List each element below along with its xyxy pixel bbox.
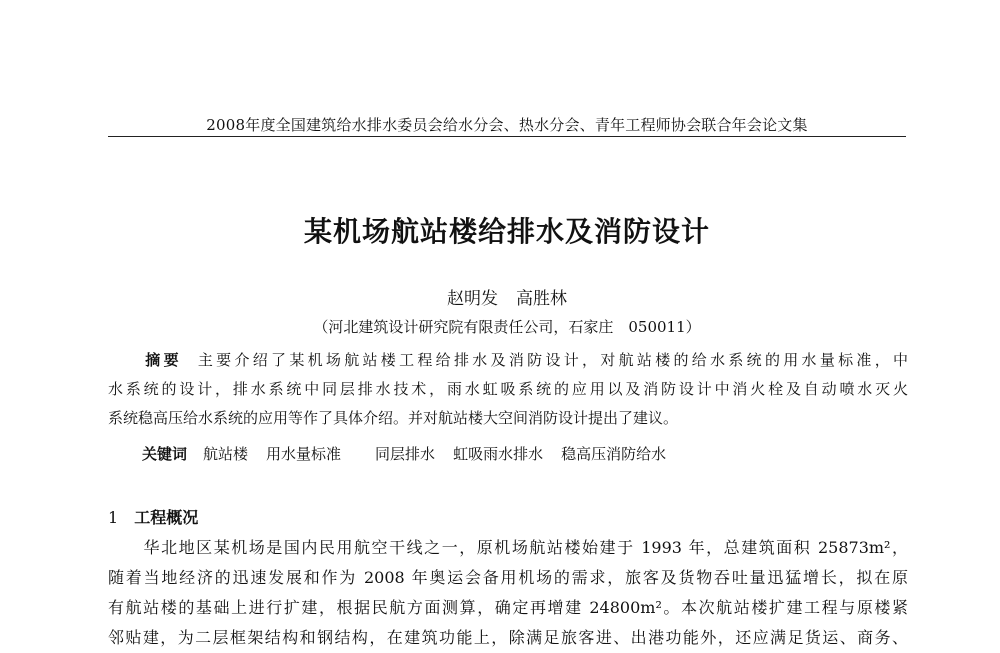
abstract	[108, 346, 908, 433]
body-line: 邻贴建，为二层框架结构和钢结构，在建筑功能上，除满足旅客进、出港功能外，还应满足货运、商务、	[108, 628, 908, 647]
body-line: 有航站楼的基础上进行扩建，根据民航方面测算，确定再增建 24800m²。本次航站楼扩建工程与原楼紧	[108, 598, 908, 617]
affiliation: （河北建筑设计研究院有限责任公司，石家庄 050011）	[313, 318, 701, 336]
keyword: 同层排水	[375, 445, 436, 463]
section-body	[108, 533, 908, 653]
body-line: 随着当地经济的迅速发展和作为 2008 年奥运会备用机场的需求，旅客及货物吞吐量迅猛增长，拟在原	[108, 568, 908, 587]
abstract-label: 摘要	[142, 351, 182, 369]
keywords	[108, 440, 908, 469]
body-line	[108, 533, 908, 563]
body-line-text: 华北地区某机场是国内民用航空干线之一，原机场航站楼始建于 1993 年，总建筑面积 25873m²，	[142, 538, 908, 557]
header-rule	[108, 136, 906, 137]
author-name: 高胜林	[516, 289, 567, 309]
keyword: 虹吸雨水排水	[453, 445, 544, 463]
abstract-text: 主要介绍了某机场航站楼工程给排水及消防设计，对航站楼的给水系统的用水量标准，中	[197, 351, 908, 369]
author-name: 赵明发	[447, 289, 498, 309]
paper-title: 某机场航站楼给排水及消防设计	[303, 215, 710, 248]
abstract-line: 水系统的设计，排水系统中同层排水技术，雨水虹吸系统的应用以及消防设计中消火栓及自动喷水灭火	[108, 380, 908, 398]
keywords-label: 关键词	[142, 445, 188, 463]
keyword: 航站楼	[203, 445, 249, 463]
keyword: 稳高压消防给水	[561, 445, 667, 463]
abstract-line	[108, 346, 908, 375]
section-number: 1	[108, 508, 119, 527]
authors	[108, 284, 906, 309]
running-header: 2008年度全国建筑给水排水委员会给水分会、热水分会、青年工程师协会联合年会论文集	[206, 116, 808, 134]
section-heading	[108, 505, 198, 528]
abstract-line: 系统稳高压给水系统的应用等作了具体介绍。并对航站楼大空间消防设计提出了建议。	[108, 409, 679, 427]
keyword: 用水量标准	[266, 445, 342, 463]
section-title: 工程概况	[134, 508, 199, 527]
